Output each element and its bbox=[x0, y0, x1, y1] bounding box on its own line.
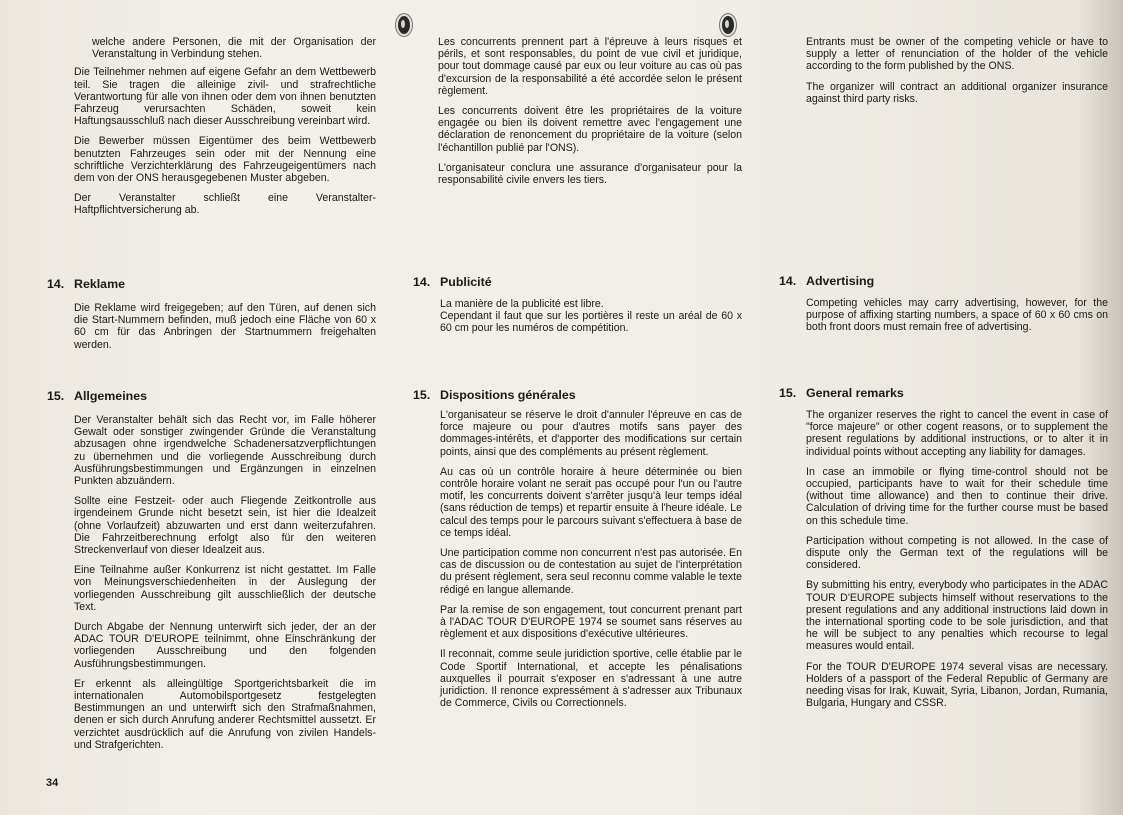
section-title: Publicité bbox=[440, 275, 492, 289]
section-title: Advertising bbox=[806, 274, 875, 288]
french-section-15-heading bbox=[413, 388, 576, 402]
french-s15-paragraph: Par la remise de son engagement, tout concurrent prenant part à l'ADAC TOUR D'EUROPE 1974 se soumet sans réserves au règlement et aux dispositions d'exécutive ultérieures. bbox=[440, 603, 742, 641]
page-number: 34 bbox=[46, 777, 59, 789]
binder-hole-left bbox=[396, 14, 412, 36]
german-section-14-heading bbox=[47, 277, 125, 291]
section-number: 15. bbox=[413, 388, 431, 402]
german-section-14-body bbox=[74, 302, 376, 359]
english-section-14-body bbox=[806, 297, 1108, 342]
french-s14-paragraph: La manière de la publicité est libre. Cependant il faut que sur les portières il reste un aréal de 60 x 60 cm pour les numéros de compétition. bbox=[440, 298, 742, 335]
german-s15-paragraph: Er erkennt als alleingültige Sportgerichtsbarkeit die im internationalen Automobilsportgesetz festgelegten Bestimmungen an und unterwirft sich den Strafmaßnahmen, denen er sich durch Anrufung anderer Rechtsmittel aussetzt. Er verzichtet ausdrücklich auf die Anrufung von zivilen Handels- und Strafgerichten. bbox=[74, 677, 376, 751]
french-column bbox=[438, 36, 742, 194]
english-s15-paragraph: For the TOUR D'EUROPE 1974 several visas are necessary. Holders of a passport of the Federal Republic of Germany are needing visas for Irak, Kuwait, Syria, Libanon, Jordan, Rumania, Bulgaria, Hungary and CSSR. bbox=[806, 660, 1108, 710]
german-s15-paragraph: Durch Abgabe der Nennung unterwirft sich jeder, der an der ADAC TOUR D'EUROPE teilnimmt, ohne Einschränkung der vorliegenden Ausschreibung und den folgenden Ausführungsbestimmungen. bbox=[74, 621, 376, 670]
french-intro-paragraph: Les concurrents prennent part à l'épreuve à leurs risques et périls, et sont responsables, du point de vue civil et juridique, pour tout dommage causé par eux ou leur voiture au cas où pas d'excursion de la responsabilité a été accordée selon le présent règlement. bbox=[438, 36, 742, 97]
section-number: 15. bbox=[47, 389, 65, 403]
section-number: 14. bbox=[779, 274, 797, 288]
german-s15-paragraph: Eine Teilnahme außer Konkurrenz ist nicht gestattet. Im Falle von Meinungsverschiedenheiten in der Auslegung der vorliegenden Ausschreibung gilt ausschließlich der deutsche Text. bbox=[74, 564, 376, 613]
english-s15-paragraph: The organizer reserves the right to cancel the event in case of "force majeure" or other cogent reasons, or to supplement the present regulations by additional instructions, or to alter it in individual points without accepting any liability for damages. bbox=[806, 409, 1108, 458]
english-s15-paragraph: In case an immobile or flying time-control should not be occupied, participants have to wait for their schedule time (without time allowance) and then to continue their drive. Calculation of driving time for the further course must be based on this schedule time. bbox=[806, 465, 1108, 527]
french-s15-paragraph: Une participation comme non concurrent n'est pas autorisée. En cas de discussion ou de contestation au sujet de l'interprétation du présent règlement, sera seul reconnu comme valable le texte rédigé en langue allemande. bbox=[440, 547, 742, 596]
french-section-14-body bbox=[440, 298, 742, 343]
french-s15-paragraph: Il reconnait, comme seule juridiction sportive, celle établie par le Code Sportif International, et accepte les pénalisations auxquelles il pourrait s'exposer en s'adressant à une autre juridiction. Il renonce expressément à s'adresser aux Tribunaux de Commerce, Civils ou Correctionnels. bbox=[440, 648, 742, 710]
french-section-14-heading bbox=[413, 275, 492, 289]
french-s15-paragraph: Au cas où un contrôle horaire à heure déterminée ou bien contrôle horaire volant ne serait pas occupé pour l'un ou l'autre motif, les concurrents doivent s'arrêter jusqu'à leur temps idéal (sans réduction de temps) et repartir ensuite à l'heure idéale. Le calcul des temps pour le parcours suivant s'effectuera à base de ce temps idéal. bbox=[440, 465, 742, 539]
section-title: Dispositions générales bbox=[440, 388, 576, 402]
english-s14-paragraph: Competing vehicles may carry advertising, however, for the purpose of affixing starting numbers, a space of 60 x 60 cms on both front doors must remain free of advertising. bbox=[806, 297, 1108, 334]
german-section-15-body bbox=[74, 414, 376, 759]
english-section-15-heading bbox=[779, 386, 904, 400]
section-title: General remarks bbox=[806, 386, 904, 400]
binder-hole-right bbox=[720, 14, 736, 36]
german-intro-paragraph: Der Veranstalter schließt eine Veranstalter-Haftpflichtversicherung ab. bbox=[74, 192, 376, 217]
german-s15-paragraph: Der Veranstalter behält sich das Recht vor, im Falle höherer Gewalt oder sonstiger zwingender Gründe die Veranstaltung abzusagen ohne irgendwelche Schadenersatzverpflichtungen zu übernehmen und die vorliegende Ausschreibung durch Ausführungsbestimmungen und Ergänzungen in einzelnen Punkten abzuändern. bbox=[74, 414, 376, 488]
english-s15-paragraph: By submitting his entry, everybody who participates in the ADAC TOUR D'EUROPE subjects himself without reservations to the present regulations and any additional instructions laid down in the international sporting code to be sole jurisdiction, and that he will be subject to any penalties which recourse to legal measures would entail. bbox=[806, 579, 1108, 653]
section-number: 14. bbox=[413, 275, 431, 289]
german-section-15-heading bbox=[47, 389, 147, 403]
german-s14-paragraph: Die Reklame wird freigegeben; auf den Türen, auf denen sich die Start-Nummern befinden, muß jedoch eine Fläche von 60 x 60 cm für das Anbringen der Startnummern freigehalten werden. bbox=[74, 302, 376, 351]
french-intro-paragraph: Les concurrents doivent être les propriétaires de la voiture engagée ou bien ils doivent remettre avec l'engagement une déclaration de renoncement du propriétaire de la voiture (selon l'échantillon publié par l'ONS). bbox=[438, 105, 742, 154]
section-number: 15. bbox=[779, 386, 797, 400]
english-section-15-body bbox=[806, 409, 1108, 717]
section-number: 14. bbox=[47, 277, 65, 291]
english-column bbox=[806, 36, 1108, 113]
english-intro-paragraph: Entrants must be owner of the competing vehicle or have to supply a letter of renunciation of the holder of the vehicle according to the form published by the ONS. bbox=[806, 36, 1108, 73]
french-section-15-body bbox=[440, 409, 742, 717]
german-column bbox=[74, 36, 376, 225]
french-intro-paragraph: L'organisateur conclura une assurance d'organisateur pour la responsabilité civile envers les tiers. bbox=[438, 161, 742, 187]
section-title: Reklame bbox=[74, 277, 125, 291]
german-intro-paragraph: Die Teilnehmer nehmen auf eigene Gefahr an dem Wettbewerb teil. Sie tragen die alleinige zivil- und strafrechtliche Verantwortung für alle von ihnen oder dem von ihnen benutzten Fahrzeug verursachten Schäden, soweit kein Haftungsausschluß nach dieser Ausschreibung vereinbart wird. bbox=[74, 66, 376, 128]
section-title: Allgemeines bbox=[74, 389, 147, 403]
german-s15-paragraph: Sollte eine Festzeit- oder auch Fliegende Zeitkontrolle aus irgendeinem Grunde nicht besetzt sein, ist hier die Idealzeit (ohne Vorlaufzeit) abzuwarten und erst dann weiterzufahren. Die Fahrzeitberechnung erfolgt also für den weiteren Streckenverlauf von dieser Idealzeit aus. bbox=[74, 495, 376, 557]
english-section-14-heading bbox=[779, 274, 874, 288]
german-intro-paragraph: Die Bewerber müssen Eigentümer des beim Wettbewerb benutzten Fahrzeuges sein oder mit der Nennung eine schriftliche Verzichterklärung des Fahrzeugeigentümers nach dem von der ONS herausgegebenen Muster abgeben. bbox=[74, 135, 376, 185]
german-intro-paragraph: welche andere Personen, die mit der Organisation der Veranstaltung in Verbindung stehen. bbox=[92, 36, 376, 61]
english-s15-paragraph: Participation without competing is not allowed. In the case of dispute only the German text of the regulations will be considered. bbox=[806, 534, 1108, 572]
english-intro-paragraph: The organizer will contract an additional organizer insurance against third party risks. bbox=[806, 80, 1108, 105]
french-s15-paragraph: L'organisateur se réserve le droit d'annuler l'épreuve en cas de force majeure ou pour d'autres motifs sans payer des dommages-intérêts, et d'apporter des modifications sur certain points, ainsi que des compléments au présent règlement. bbox=[440, 409, 742, 458]
